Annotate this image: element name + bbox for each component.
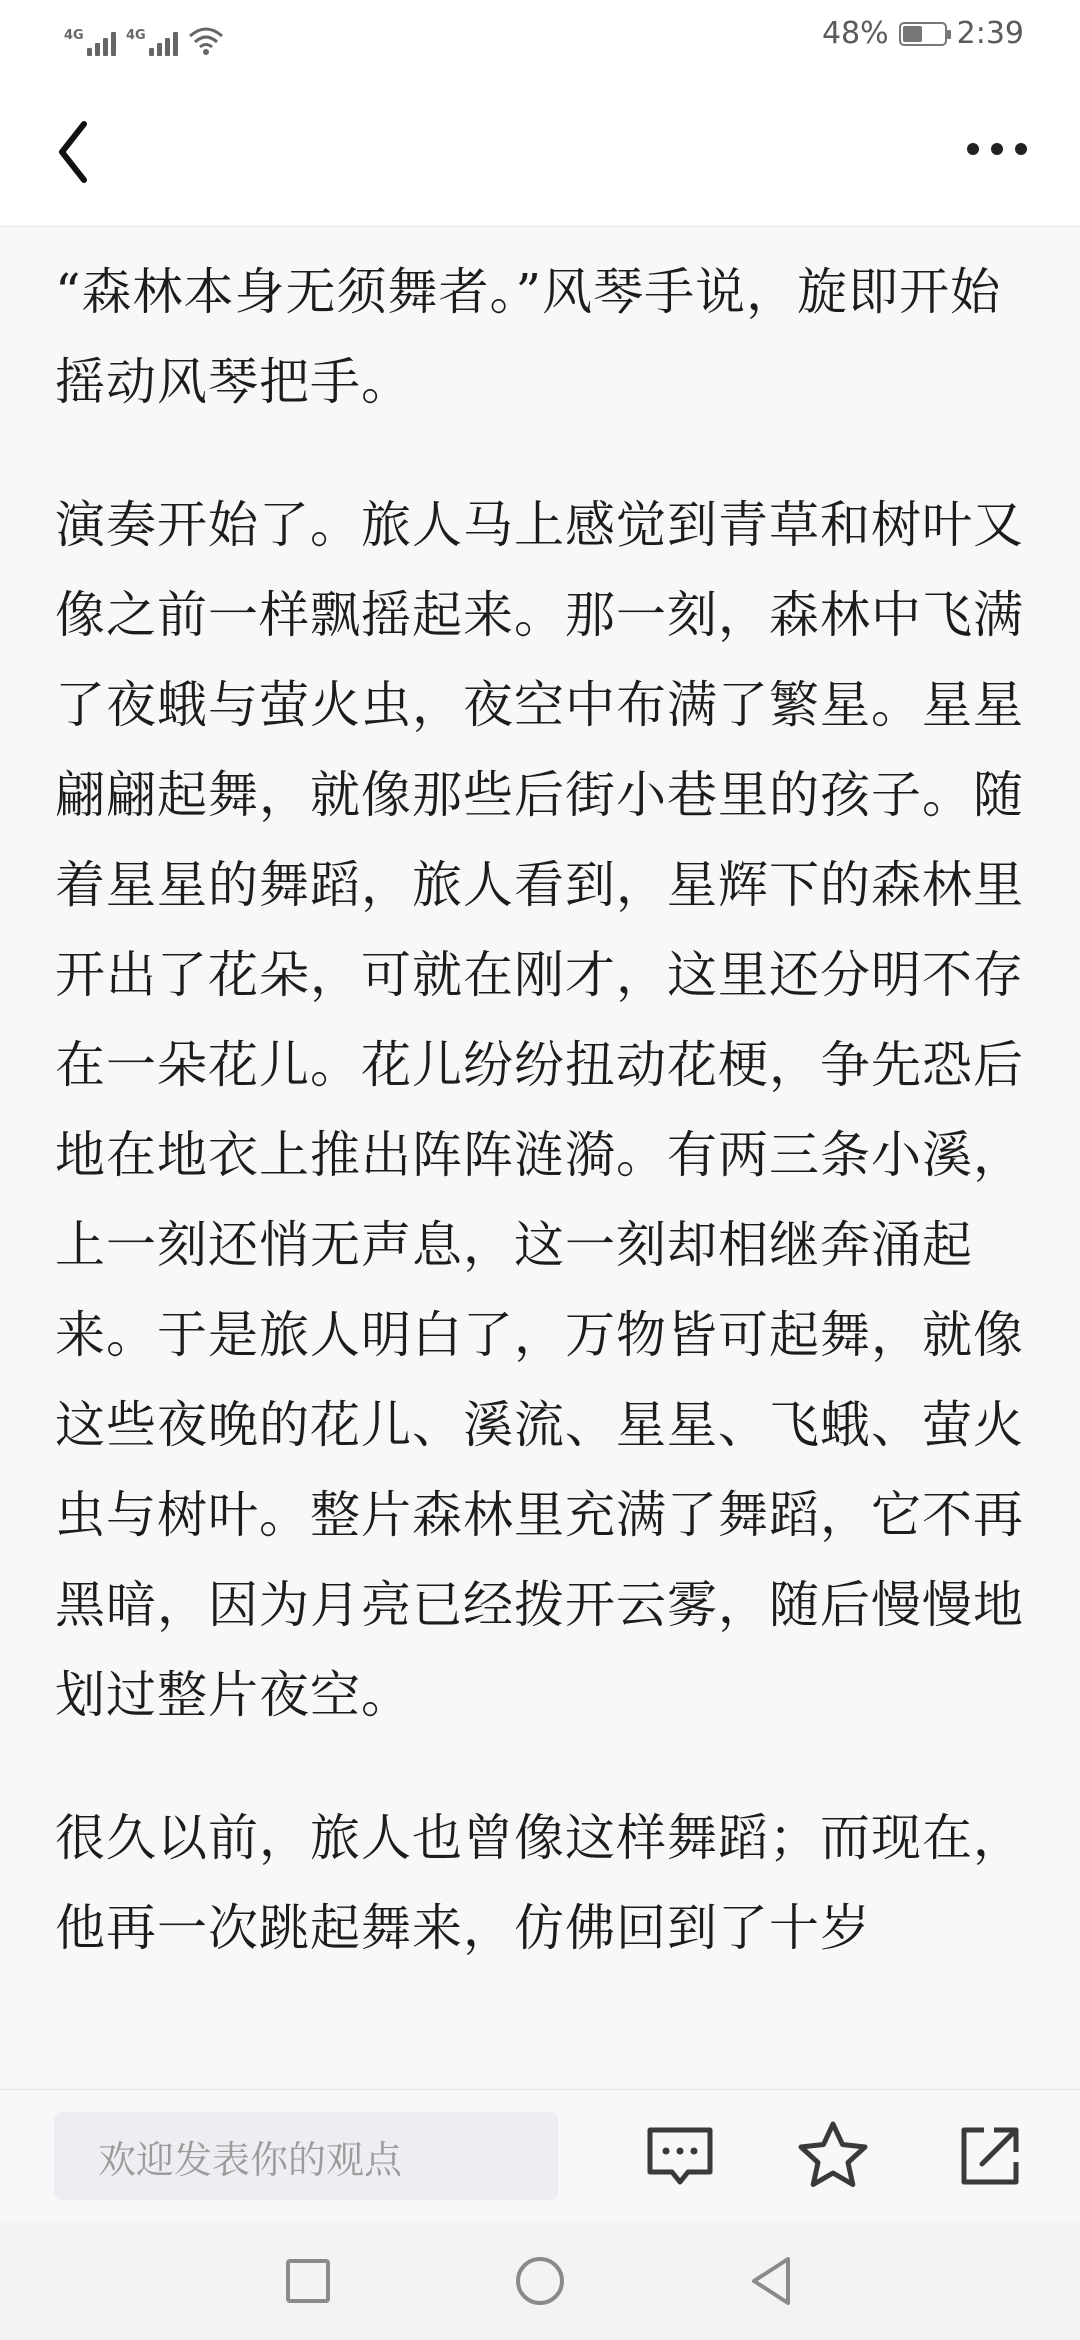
system-back-button[interactable] (740, 2249, 804, 2313)
system-navigation-bar (0, 2221, 1080, 2340)
article-content[interactable] (0, 227, 1080, 2089)
paragraph: “森林本身无须舞者。”风琴手说，旋即开始摇动风琴把手。 (55, 263, 1002, 411)
chevron-left-icon (50, 112, 120, 192)
comment-input[interactable] (54, 2112, 558, 2200)
clock: 2:39 (956, 16, 1024, 51)
article-body (55, 247, 1030, 2026)
more-options-button[interactable] (954, 124, 1040, 174)
battery-percent: 48% (821, 16, 889, 51)
status-left (64, 18, 224, 56)
recent-apps-button[interactable] (276, 2249, 340, 2313)
back-triangle-icon (740, 2249, 804, 2313)
status-right (822, 16, 1024, 51)
share-icon (950, 2116, 1030, 2196)
home-icon (508, 2249, 572, 2313)
signal-icon (126, 28, 178, 56)
paragraph: 演奏开始了。旅人马上感觉到青草和树叶又像之前一样飘摇起来。那一刻，森林中飞满了夜蛾与萤火虫，夜空中布满了繁星。星星翩翩起舞，就像那些后街小巷里的孩子。随着星星的舞蹈，旅人看到，星辉下的森林里开出了花朵，可就在刚才，这里还分明不存在一朵花儿。花儿纷纷扭动花梗，争先恐后地在地衣上推出阵阵涟漪。有两三条小溪，上一刻还悄无声息，这一刻却相继奔涌起来。于是旅人明白了，万物皆可起舞，就像这些夜晚的花儿、溪流、星星、飞蛾、萤火虫与树叶。整片森林里充满了舞蹈，它不再黑暗，因为月亮已经拨开云雾，随后慢慢地划过整片夜空。 (55, 496, 1024, 1724)
paragraph: 很久以前，旅人也曾像这样舞蹈；而现在，他再一次跳起舞来，仿佛回到了十岁 (55, 1809, 1024, 1957)
signal-icon (64, 28, 116, 56)
comment-bar (0, 2089, 1080, 2222)
top-navigation-bar (0, 74, 1080, 227)
home-button[interactable] (508, 2249, 572, 2313)
network-type-1: 4G (64, 28, 84, 43)
comment-placeholder: 欢迎发表你的观点 (98, 2137, 403, 2182)
share-button[interactable] (950, 2116, 1030, 2196)
comment-button[interactable] (640, 2116, 720, 2196)
comment-icon (640, 2116, 720, 2196)
favorite-button[interactable] (793, 2116, 873, 2196)
star-icon (793, 2116, 873, 2196)
battery-icon (899, 22, 947, 46)
recent-apps-icon (276, 2249, 340, 2313)
status-bar (0, 0, 1080, 74)
wifi-icon (188, 26, 224, 56)
more-dots-icon (967, 143, 1027, 155)
back-button[interactable] (50, 112, 120, 192)
network-type-2: 4G (126, 28, 146, 43)
